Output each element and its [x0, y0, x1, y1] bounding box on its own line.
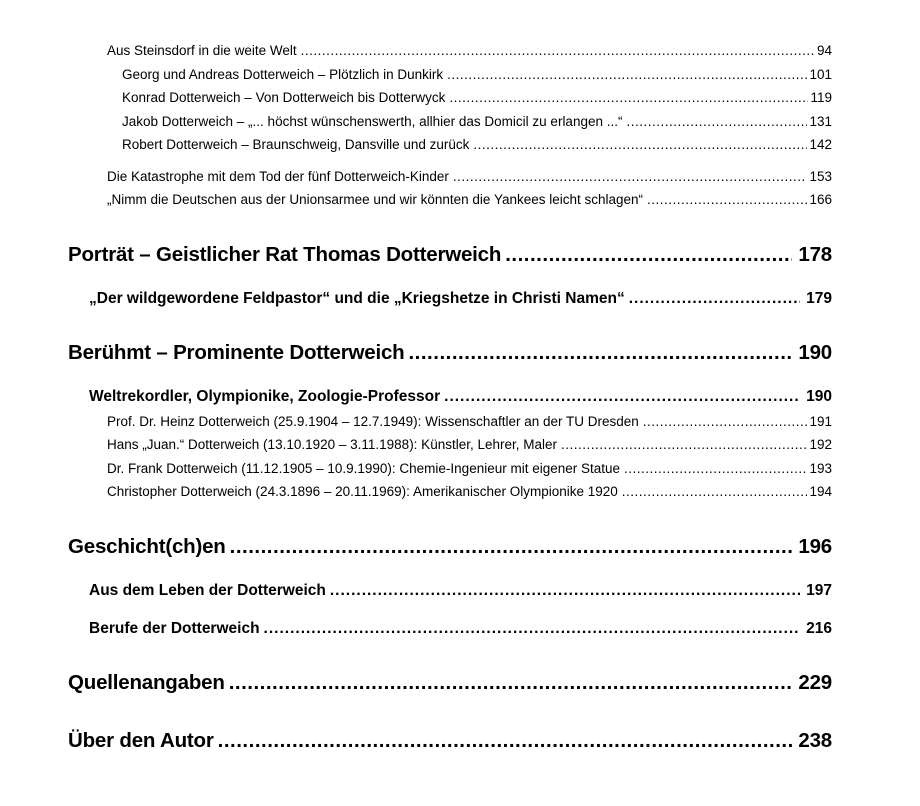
toc-entry[interactable]: [68, 668, 832, 698]
dot-leader: [330, 580, 800, 602]
toc-entry[interactable]: [68, 188, 832, 212]
page-number: 179: [806, 289, 832, 307]
page-number: 197: [806, 581, 832, 599]
dot-leader: [453, 165, 808, 189]
dot-leader: [264, 618, 801, 640]
toc-entry-label: Christopher Dotterweich (24.3.1896 – 20.11.1969): Amerikanischer Olympionike 1920: [107, 484, 618, 499]
dot-leader: [408, 338, 792, 368]
page-number: 119: [810, 90, 832, 105]
toc-entry-label: Robert Dotterweich – Braunschweig, Dansville und zurück: [122, 137, 470, 152]
toc-entry-label: Konrad Dotterweich – Von Dotterweich bis Dotterwyck: [122, 90, 446, 105]
toc-entry[interactable]: [68, 618, 832, 640]
toc-entry[interactable]: [68, 288, 832, 310]
dot-leader: [505, 240, 792, 270]
dot-leader: [624, 457, 807, 481]
toc-entry[interactable]: [68, 63, 832, 87]
page-number: 216: [806, 619, 832, 637]
page-number: 94: [816, 43, 832, 58]
page-number: 142: [809, 137, 832, 152]
toc-entry[interactable]: [68, 386, 832, 408]
toc-entry-label: Jakob Dotterweich – „... höchst wünschenswerth, allhier das Domicil zu erlangen ...“: [122, 113, 623, 129]
toc-entry-label: Weltrekordler, Olympionike, Zoologie-Professor: [89, 387, 441, 405]
page-number: 178: [798, 242, 832, 266]
toc-entry[interactable]: [68, 240, 832, 270]
dot-leader: [626, 110, 807, 134]
toc-entry[interactable]: [68, 480, 832, 504]
dot-leader: [449, 86, 808, 110]
toc-entry[interactable]: [68, 338, 832, 368]
toc-entry[interactable]: [68, 410, 832, 434]
page-number: 153: [809, 168, 832, 184]
dot-leader: [473, 133, 807, 157]
toc-entry-label: Berühmt – Prominente Dotterweich: [68, 340, 405, 364]
toc-entry-label: Aus Steinsdorf in die weite Welt: [107, 43, 297, 58]
toc-entry[interactable]: [68, 580, 832, 602]
toc-entry[interactable]: [68, 86, 832, 110]
toc-entry-label: Geschicht(ch)en: [68, 534, 226, 558]
toc-entry-label: Dr. Frank Dotterweich (11.12.1905 – 10.9.1990): Chemie-Ingenieur mit eigener Statue: [107, 460, 621, 476]
dot-leader: [647, 188, 807, 212]
page-number: 131: [809, 113, 832, 129]
toc-entry[interactable]: [68, 457, 832, 481]
toc-entry[interactable]: [68, 133, 832, 157]
page-number: 191: [809, 413, 832, 429]
page-number: 101: [809, 66, 832, 82]
page-number: 190: [798, 340, 832, 364]
toc-entry-label: „Der wildgewordene Feldpastor“ und die „Kriegshetze in Christi Namen“: [89, 289, 625, 307]
dot-leader: [622, 480, 808, 504]
dot-leader: [230, 532, 793, 562]
toc-entry[interactable]: [68, 110, 832, 134]
toc-entry[interactable]: [68, 39, 832, 63]
dot-leader: [629, 288, 800, 310]
toc-entry-label: Über den Autor: [68, 728, 214, 752]
toc-entry-label: Aus dem Leben der Dotterweich: [89, 581, 326, 599]
toc-entry-label: Prof. Dr. Heinz Dotterweich (25.9.1904 – 12.7.1949): Wissenschaftler an der TU Dresden: [107, 413, 639, 429]
toc-entry-label: Quellenangaben: [68, 670, 225, 694]
dot-leader: [229, 668, 793, 698]
toc-entry-label: Die Katastrophe mit dem Tod der fünf Dotterweich-Kinder: [107, 168, 449, 184]
page-number: 238: [798, 728, 832, 752]
page-number: 166: [809, 192, 832, 207]
page-number: 229: [798, 670, 832, 694]
dot-leader: [447, 63, 807, 87]
toc-entry[interactable]: [68, 726, 832, 756]
toc-entry-label: Porträt – Geistlicher Rat Thomas Dotterweich: [68, 242, 502, 266]
toc-entry[interactable]: [68, 165, 832, 189]
toc-entry-label: Hans „Juan.“ Dotterweich (13.10.1920 – 3.11.1988): Künstler, Lehrer, Maler: [107, 437, 558, 452]
toc-entry[interactable]: [68, 532, 832, 562]
page-number: 194: [809, 484, 832, 499]
dot-leader: [301, 39, 815, 63]
dot-leader: [561, 433, 807, 457]
toc-entry-label: Georg und Andreas Dotterweich – Plötzlich in Dunkirk: [122, 66, 444, 82]
page-number: 190: [806, 387, 832, 405]
page-number: 192: [809, 437, 832, 452]
page-number: 193: [809, 460, 832, 476]
toc-entry-label: Berufe der Dotterweich: [89, 619, 260, 637]
page-number: 196: [798, 534, 832, 558]
toc-entry-label: „Nimm die Deutschen aus der Unionsarmee und wir könnten die Yankees leicht schlagen“: [107, 192, 644, 207]
dot-leader: [218, 726, 793, 756]
dot-leader: [444, 386, 800, 408]
toc-entry[interactable]: [68, 433, 832, 457]
dot-leader: [643, 410, 808, 434]
